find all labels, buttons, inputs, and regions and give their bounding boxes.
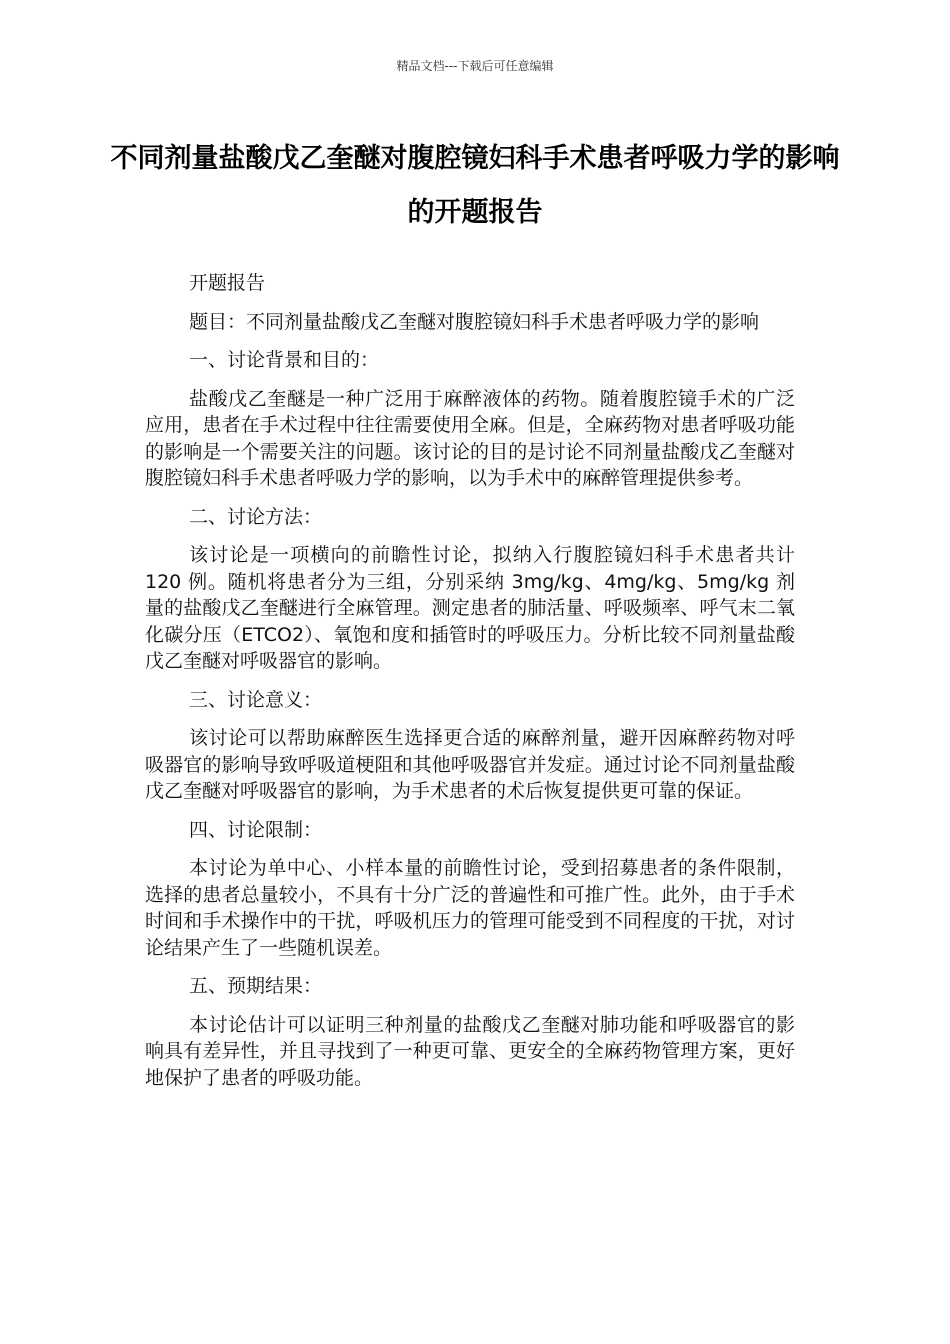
section-text-background: 盐酸戊乙奎醚是一种广泛用于麻醉液体的药物。随着腹腔镜手术的广泛应用，患者在手术过程中往往需要使用全麻。但是，全麻药物对患者呼吸功能的影响是一个需要关注的问题。该讨论的目的是讨论不同剂量盐酸戊乙奎醚对腹腔镜妇科手术患者呼吸力学的影响，以为手术中的麻醉管理提供参考。 (145, 387, 795, 489)
section-text-method: 该讨论是一项横向的前瞻性讨论，拟纳入行腹腔镜妇科手术患者共计 120 例。随机将患者分为三组，分别采纳 3mg/kg、4mg/kg、5mg/kg 剂量的盐酸戊乙奎醚进行全麻管理。测定患者的肺活量、呼吸频率、呼气末二氧化碳分压（ETCO2）、氧饱和度和插管时的呼吸压力。分析比较不同剂量盐酸戊乙奎醚对呼吸器官的影响。 (145, 544, 795, 672)
section-text-significance: 该讨论可以帮助麻醉医生选择更合适的麻醉剂量，避开因麻醉药物对呼吸器官的影响导致呼吸道梗阻和其他呼吸器官并发症。通过讨论不同剂量盐酸戊乙奎醚对呼吸器官的影响，为手术患者的术后恢复提供更可靠的保证。 (145, 727, 795, 802)
section-text-limitations: 本讨论为单中心、小样本量的前瞻性讨论，受到招募患者的条件限制，选择的患者总量较小，不具有十分广泛的普遍性和可推广性。此外，由于手术时间和手术操作中的干扰，呼吸机压力的管理可能受到不同程度的干扰，对讨论结果产生了一些随机误差。 (145, 857, 795, 959)
section-text-expected-results: 本讨论估计可以证明三种剂量的盐酸戊乙奎醚对肺功能和呼吸器官的影响具有差异性，并且寻找到了一种更可靠、更安全的全麻药物管理方案，更好地保护了患者的呼吸功能。 (145, 1013, 795, 1089)
section-heading-background: 一、讨论背景和目的： (189, 349, 380, 371)
section-heading-significance: 三、讨论意义： (189, 688, 323, 711)
section-heading-expected-results: 五、预期结果： (189, 975, 323, 997)
document-body (145, 270, 795, 1103)
section-heading-limitations: 四、讨论限制： (189, 818, 323, 841)
document-title: 不同剂量盐酸戊乙奎醚对腹腔镜妇科手术患者呼吸力学的影响的开题报告 (110, 143, 840, 228)
section-heading-method: 二、讨论方法： (189, 505, 323, 528)
topic-line: 题目：不同剂量盐酸戊乙奎醚对腹腔镜妇科手术患者呼吸力学的影响 (189, 310, 760, 333)
header-note: 精品文档---下载后可任意编辑 (396, 59, 554, 73)
report-label: 开题报告 (189, 272, 266, 294)
